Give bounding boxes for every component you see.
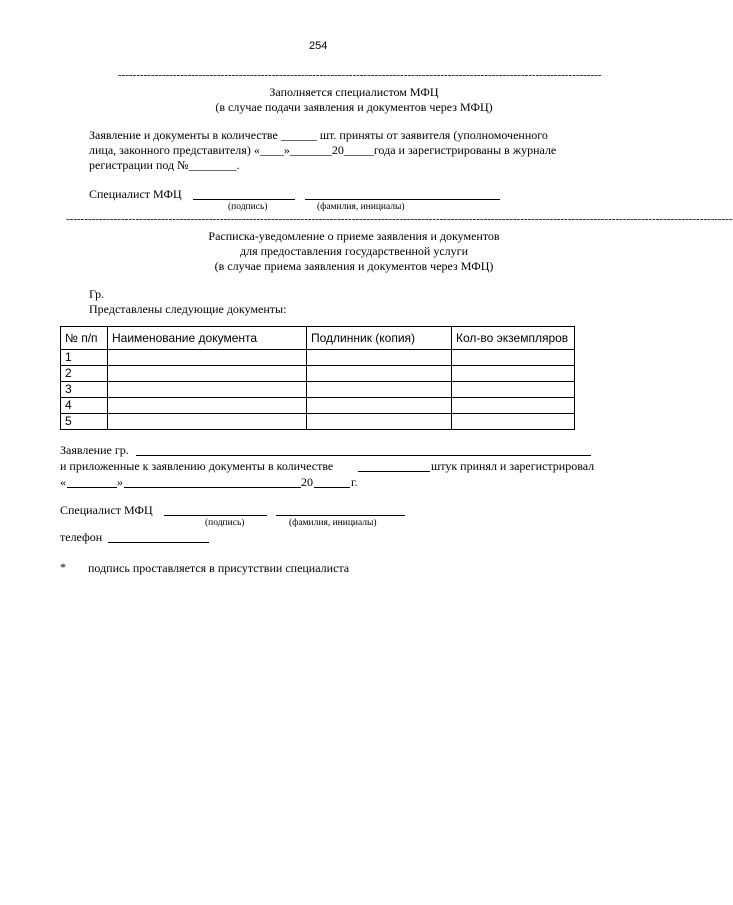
phone-line[interactable]: [108, 542, 209, 543]
statement-line2-b: штук принял и зарегистрировал: [431, 459, 595, 473]
section1-title-line1: Заполняется специалистом МФЦ: [269, 85, 439, 99]
cell-name[interactable]: [108, 398, 307, 414]
col-original-header: Подлинник (копия): [307, 327, 452, 350]
col-number-header: № п/п: [61, 327, 108, 350]
date-day-line[interactable]: [67, 487, 117, 488]
cell-count[interactable]: [452, 350, 575, 366]
cell-name[interactable]: [108, 382, 307, 398]
table-header-row: [61, 327, 575, 350]
section1-specialist-label: Специалист МФЦ: [89, 187, 182, 201]
row-number: 2: [61, 366, 108, 382]
footnote-text: подпись проставляется в присутствии специалиста: [88, 561, 350, 575]
date-open-quote: «: [60, 475, 66, 489]
citizen-label: Гр.: [89, 287, 105, 301]
section1-title-line2: (в случае подачи заявления и документов через МФЦ): [215, 100, 493, 114]
section1-para-line1: Заявление и документы в количестве ______ шт. приняты от заявителя (уполномоченного: [89, 128, 548, 142]
section1-name-caption: (фамилия, инициалы): [317, 202, 405, 212]
statement-label: Заявление гр.: [60, 443, 129, 457]
date-close-quote: »: [117, 475, 123, 489]
section2-name-caption: (фамилия, инициалы): [289, 518, 377, 528]
table-row: [61, 350, 575, 366]
cell-original[interactable]: [307, 350, 452, 366]
section2-signature-caption: (подпись): [205, 518, 245, 528]
section2-signature-line[interactable]: [164, 515, 267, 516]
section1-signature-caption: (подпись): [228, 202, 268, 212]
separator-dash-line: --------------------------------------------------------------------------------------------------------------------------------------------------------------------------------------: [66, 213, 733, 225]
section1-name-line: [305, 199, 500, 200]
row-number: 1: [61, 350, 108, 366]
cell-name[interactable]: [108, 366, 307, 382]
cell-count[interactable]: [452, 398, 575, 414]
section1-para-line2: лица, законного представителя) «____»_______20_____года и зарегистрированы в журнале: [89, 143, 557, 157]
statement-count-line[interactable]: [358, 471, 430, 472]
cell-original[interactable]: [307, 414, 452, 430]
cell-original[interactable]: [307, 382, 452, 398]
cell-name[interactable]: [108, 350, 307, 366]
cell-name[interactable]: [108, 414, 307, 430]
table-row: [61, 366, 575, 382]
table-row: [61, 398, 575, 414]
page-number: 254: [309, 40, 328, 52]
row-number: 5: [61, 414, 108, 430]
date-year-prefix: 20: [301, 475, 313, 489]
cell-original[interactable]: [307, 366, 452, 382]
section1-dash-line: ------------------------------------------------------------------------------------------------------------------------------------: [118, 69, 602, 81]
cell-count[interactable]: [452, 366, 575, 382]
cell-original[interactable]: [307, 398, 452, 414]
table-row: [61, 414, 575, 430]
section1-para-line3: регистрации под №________.: [89, 158, 240, 172]
date-year-line[interactable]: [314, 487, 350, 488]
footnote-mark: *: [60, 560, 66, 574]
section2-title-line1: Расписка-уведомление о приеме заявления и документов: [208, 229, 500, 243]
statement-name-line[interactable]: [136, 455, 591, 456]
row-number: 4: [61, 398, 108, 414]
section1-signature-line: [193, 199, 295, 200]
docs-intro: Представлены следующие документы:: [89, 302, 287, 316]
section2-specialist-label: Специалист МФЦ: [60, 503, 153, 517]
date-year-suffix: г.: [351, 475, 358, 489]
documents-table: [60, 326, 575, 430]
statement-line2-a: и приложенные к заявлению документы в количестве: [60, 459, 334, 473]
cell-count[interactable]: [452, 382, 575, 398]
col-count-header: Кол-во экземпляров: [452, 327, 575, 350]
section2-title-line3: (в случае приема заявления и документов через МФЦ): [214, 259, 494, 273]
date-month-line[interactable]: [124, 487, 301, 488]
table-row: [61, 382, 575, 398]
col-name-header: Наименование документа: [108, 327, 307, 350]
section2-title-line2: для предоставления государственной услуги: [239, 244, 469, 258]
cell-count[interactable]: [452, 414, 575, 430]
row-number: 3: [61, 382, 108, 398]
section2-name-line[interactable]: [276, 515, 405, 516]
phone-label: телефон: [60, 530, 103, 544]
